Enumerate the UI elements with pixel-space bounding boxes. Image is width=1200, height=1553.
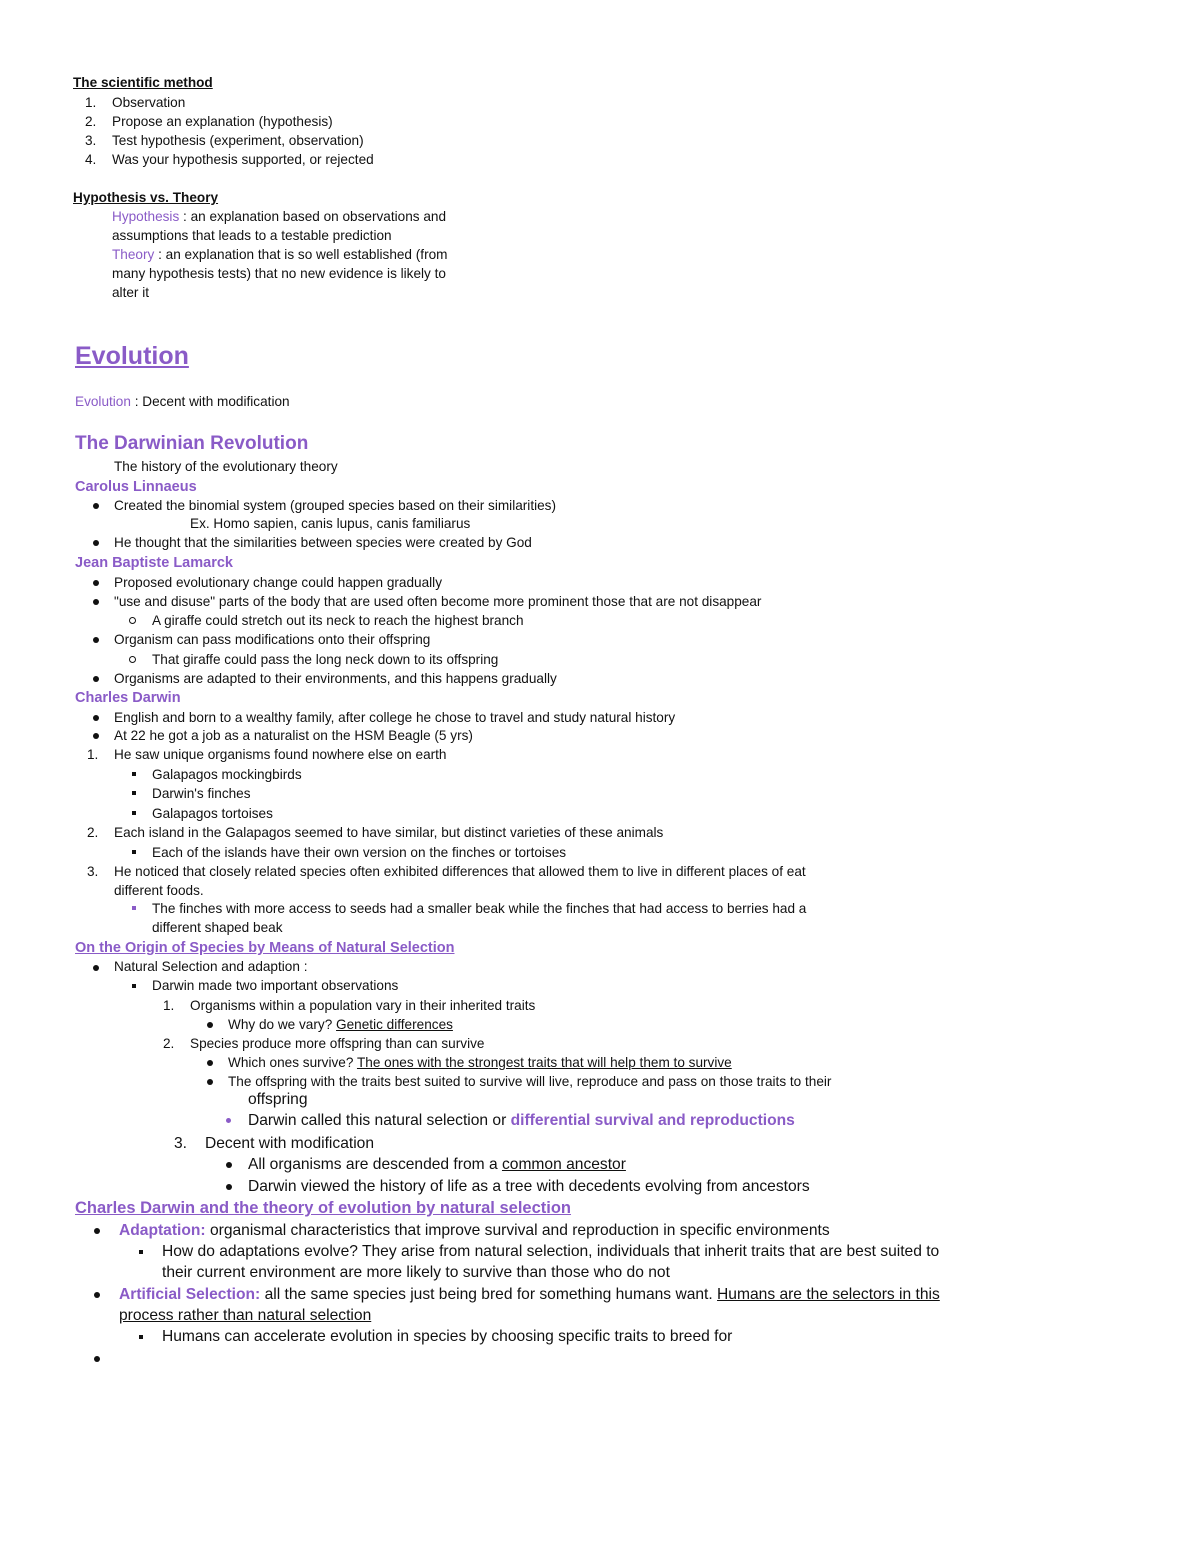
list-item xyxy=(228,1054,732,1071)
list-number: 1. xyxy=(163,998,175,1013)
list-number: 4. xyxy=(85,152,97,167)
list-item: He thought that the similarities between species were created by God xyxy=(114,535,532,550)
list-number: 3. xyxy=(87,864,99,879)
bullet-icon xyxy=(226,1118,231,1123)
circle-bullet-icon xyxy=(129,656,136,663)
list-number: 2. xyxy=(163,1036,175,1051)
underlined-text: Humans are the selectors in this xyxy=(717,1286,940,1303)
list-item: Darwin's finches xyxy=(152,786,251,801)
hypothesis-term: Hypothesis xyxy=(112,209,180,224)
question-text: Why do we vary? xyxy=(228,1017,337,1032)
list-item xyxy=(248,1111,795,1130)
square-bullet-icon xyxy=(139,1250,143,1254)
list-item: The finches with more access to seeds had a smaller beak while the finches that had access to berries had a xyxy=(152,901,807,916)
circle-bullet-icon xyxy=(129,617,136,624)
question-text: Which ones survive? xyxy=(228,1055,357,1070)
list-number: 2. xyxy=(87,825,99,840)
list-number: 2. xyxy=(85,114,97,129)
hypothesis-theory-title: Hypothesis vs. Theory xyxy=(73,190,219,205)
lamarck-heading: Jean Baptiste Lamarck xyxy=(75,555,233,571)
list-item: That giraffe could pass the long neck down to its offspring xyxy=(152,652,499,667)
example-text: Ex. Homo sapien, canis lupus, canis familiarus xyxy=(190,516,471,531)
list-item xyxy=(248,1155,626,1174)
list-item: Galapagos mockingbirds xyxy=(152,767,302,782)
bullet-icon xyxy=(93,599,99,605)
theory-definition xyxy=(112,246,448,263)
list-item-continued: different foods. xyxy=(114,883,204,898)
list-item: English and born to a wealthy family, after college he chose to travel and study natural history xyxy=(114,710,676,725)
list-item: The offspring with the traits best suited to survive will live, reproduce and pass on those traits to their xyxy=(228,1074,832,1089)
bullet-icon xyxy=(93,965,99,971)
list-item-continued: their current environment are more likely to survive than those who do not xyxy=(162,1264,670,1281)
definition-text: assumptions that leads to a testable prediction xyxy=(112,228,392,243)
square-bullet-icon xyxy=(132,791,136,795)
list-item: Galapagos tortoises xyxy=(152,806,273,821)
definition-text: : Decent with modification xyxy=(130,394,290,409)
underlined-text: process rather than natural selection xyxy=(119,1307,372,1324)
hypothesis-definition xyxy=(112,208,446,225)
definition-text: : an explanation that is so well established (from xyxy=(154,247,448,262)
answer-text: Genetic differences xyxy=(336,1017,453,1032)
list-item xyxy=(119,1221,830,1240)
evolution-term: Evolution xyxy=(75,394,131,409)
square-bullet-icon xyxy=(132,984,136,988)
evolution-heading: Evolution xyxy=(75,342,189,370)
square-bullet-icon xyxy=(132,850,136,854)
list-number: 3. xyxy=(85,133,97,148)
list-item: Organism can pass modifications onto their offspring xyxy=(114,632,431,647)
highlight-term: differential survival and reproductions xyxy=(510,1112,795,1129)
list-item: Organisms within a population vary in their inherited traits xyxy=(190,998,536,1013)
list-number: 1. xyxy=(85,95,97,110)
list-item: Humans can accelerate evolution in species by choosing specific traits to breed for xyxy=(162,1328,733,1345)
list-number: 3. xyxy=(174,1135,188,1152)
bullet-icon xyxy=(226,1184,232,1190)
theory-term: Theory xyxy=(112,247,155,262)
list-item: Each of the islands have their own version on the finches or tortoises xyxy=(152,845,567,860)
list-item: Darwin made two important observations xyxy=(152,978,399,993)
square-bullet-icon xyxy=(139,1335,143,1339)
underlined-text: common ancestor xyxy=(501,1156,626,1173)
list-item: Propose an explanation (hypothesis) xyxy=(112,114,333,129)
bullet-icon xyxy=(93,733,99,739)
list-item-continued: offspring xyxy=(248,1091,308,1108)
list-item: Each island in the Galapagos seemed to have similar, but distinct varieties of these animals xyxy=(114,825,664,840)
definition-text: all the same species just being bred for something humans want. xyxy=(260,1286,718,1303)
scientific-method-title: The scientific method xyxy=(73,75,213,90)
bullet-icon xyxy=(94,1228,100,1234)
adaptation-term: Adaptation: xyxy=(119,1222,206,1239)
list-number: 1. xyxy=(87,747,99,762)
definition-text: many hypothesis tests) that no new evidence is likely to xyxy=(112,266,446,281)
evolution-definition xyxy=(75,393,290,410)
bullet-icon xyxy=(93,715,99,721)
list-item: Natural Selection and adaption : xyxy=(114,959,308,974)
bullet-icon xyxy=(93,503,99,509)
list-item xyxy=(228,1016,453,1033)
list-item: He noticed that closely related species often exhibited differences that allowed them to live in different places of eat xyxy=(114,864,806,879)
list-item xyxy=(119,1285,940,1304)
list-item: Was your hypothesis supported, or rejected xyxy=(112,152,374,167)
bullet-icon xyxy=(93,676,99,682)
bullet-icon xyxy=(93,637,99,643)
list-item: A giraffe could stretch out its neck to reach the highest branch xyxy=(152,613,524,628)
list-item: He saw unique organisms found nowhere else on earth xyxy=(114,747,447,762)
artificial-selection-term: Artificial Selection: xyxy=(119,1286,261,1303)
list-item-text: Darwin called this natural selection or xyxy=(248,1112,511,1129)
list-item: Test hypothesis (experiment, observation) xyxy=(112,133,364,148)
list-item: Proposed evolutionary change could happen gradually xyxy=(114,575,442,590)
bullet-icon xyxy=(93,580,99,586)
definition-text: organismal characteristics that improve survival and reproduction in specific environments xyxy=(205,1222,830,1239)
theory-heading: Charles Darwin and the theory of evolution by natural selection xyxy=(75,1199,572,1217)
list-item: Decent with modification xyxy=(205,1135,375,1152)
bullet-icon xyxy=(94,1292,100,1298)
subtitle: The history of the evolutionary theory xyxy=(114,459,338,474)
bullet-icon xyxy=(93,540,99,546)
definition-text: alter it xyxy=(112,285,150,300)
list-item: How do adaptations evolve? They arise from natural selection, individuals that inherit traits that are best suited to xyxy=(162,1243,940,1260)
linnaeus-heading: Carolus Linnaeus xyxy=(75,479,197,495)
definition-text: : an explanation based on observations and xyxy=(179,209,447,224)
empty-bullet-icon xyxy=(94,1356,100,1362)
origin-of-species-heading: On the Origin of Species by Means of Natural Selection xyxy=(75,940,455,956)
darwinian-revolution-heading: The Darwinian Revolution xyxy=(75,433,309,454)
bullet-icon xyxy=(207,1060,213,1066)
list-item: Created the binomial system (grouped species based on their similarities) xyxy=(114,498,557,513)
list-item: Organisms are adapted to their environments, and this happens gradually xyxy=(114,671,557,686)
list-item: Observation xyxy=(112,95,186,110)
list-item-continued: different shaped beak xyxy=(152,920,283,935)
bullet-icon xyxy=(226,1162,232,1168)
answer-text: The ones with the strongest traits that will help them to survive xyxy=(356,1055,732,1070)
darwin-heading: Charles Darwin xyxy=(75,690,181,706)
bullet-icon xyxy=(207,1022,213,1028)
list-item: At 22 he got a job as a naturalist on the HSM Beagle (5 yrs) xyxy=(114,728,473,743)
list-item: "use and disuse" parts of the body that are used often become more prominent those that are not disappear xyxy=(114,594,762,609)
list-item: Darwin viewed the history of life as a tree with decedents evolving from ancestors xyxy=(248,1178,810,1195)
square-bullet-icon xyxy=(132,772,136,776)
list-item-text: All organisms are descended from a xyxy=(248,1156,502,1173)
list-item: Species produce more offspring than can survive xyxy=(190,1036,485,1051)
bullet-icon xyxy=(207,1079,213,1085)
square-bullet-icon xyxy=(132,906,136,910)
square-bullet-icon xyxy=(132,811,136,815)
